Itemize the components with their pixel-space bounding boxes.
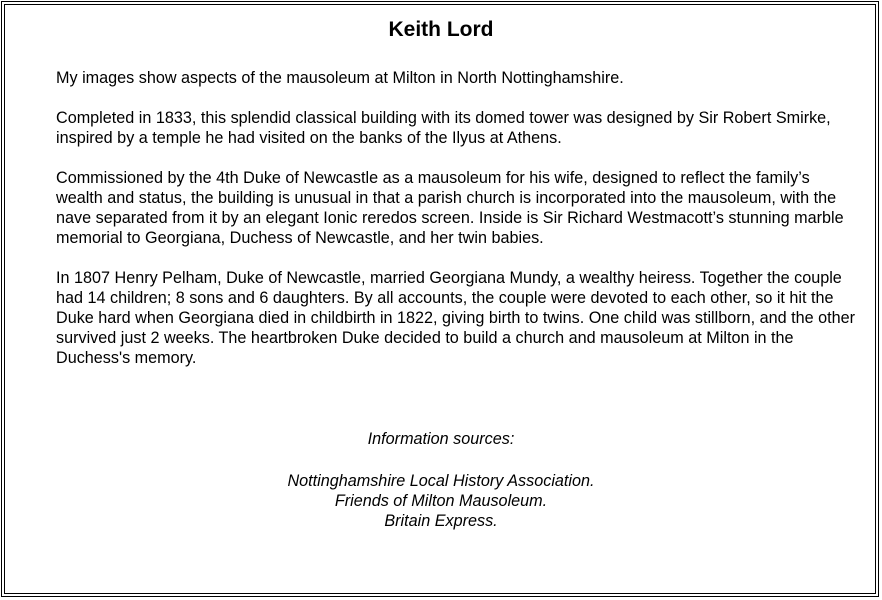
source-item: Friends of Milton Mausoleum. [334, 492, 548, 510]
sources-block [0, 429, 882, 531]
page-title: Keith Lord [388, 18, 494, 41]
paragraph-family: In 1807 Henry Pelham, Duke of Newcastle, married Georgiana Mundy, a wealthy heiress. Together the couple had 14 children; 8 sons and 6 daughters. By all accounts, the couple were devoted to each other, so it hit the Duke hard when Georgiana died in childbirth in 1822, giving birth to twins. One child was stillborn, and the other survived just 2 weeks. The heartbroken Duke decided to build a church and mausoleum at Milton in the Duchess's memory. [56, 269, 856, 367]
paragraph-intro: My images show aspects of the mausoleum at Milton in North Nottinghamshire. [56, 69, 624, 87]
body-text [56, 68, 856, 388]
paragraph-history: Completed in 1833, this splendid classical building with its domed tower was designed by Sir Robert Smirke, inspired by a temple he had visited on the banks of the Ilyus at Athens. [56, 109, 831, 147]
source-item: Nottinghamshire Local History Association. [287, 472, 595, 490]
source-item: Britain Express. [384, 512, 498, 530]
paragraph-commission: Commissioned by the 4th Duke of Newcastle as a mausoleum for his wife, designed to reflect the family’s wealth and status, the building is unusual in that a parish church is incorporated into the mausoleum, with the nave separated from it by an elegant Ionic reredos screen. Inside is Sir Richard Westmacott’s stunning marble memorial to Georgiana, Duchess of Newcastle, and her twin babies. [56, 169, 844, 247]
sources-heading: Information sources: [367, 430, 515, 448]
